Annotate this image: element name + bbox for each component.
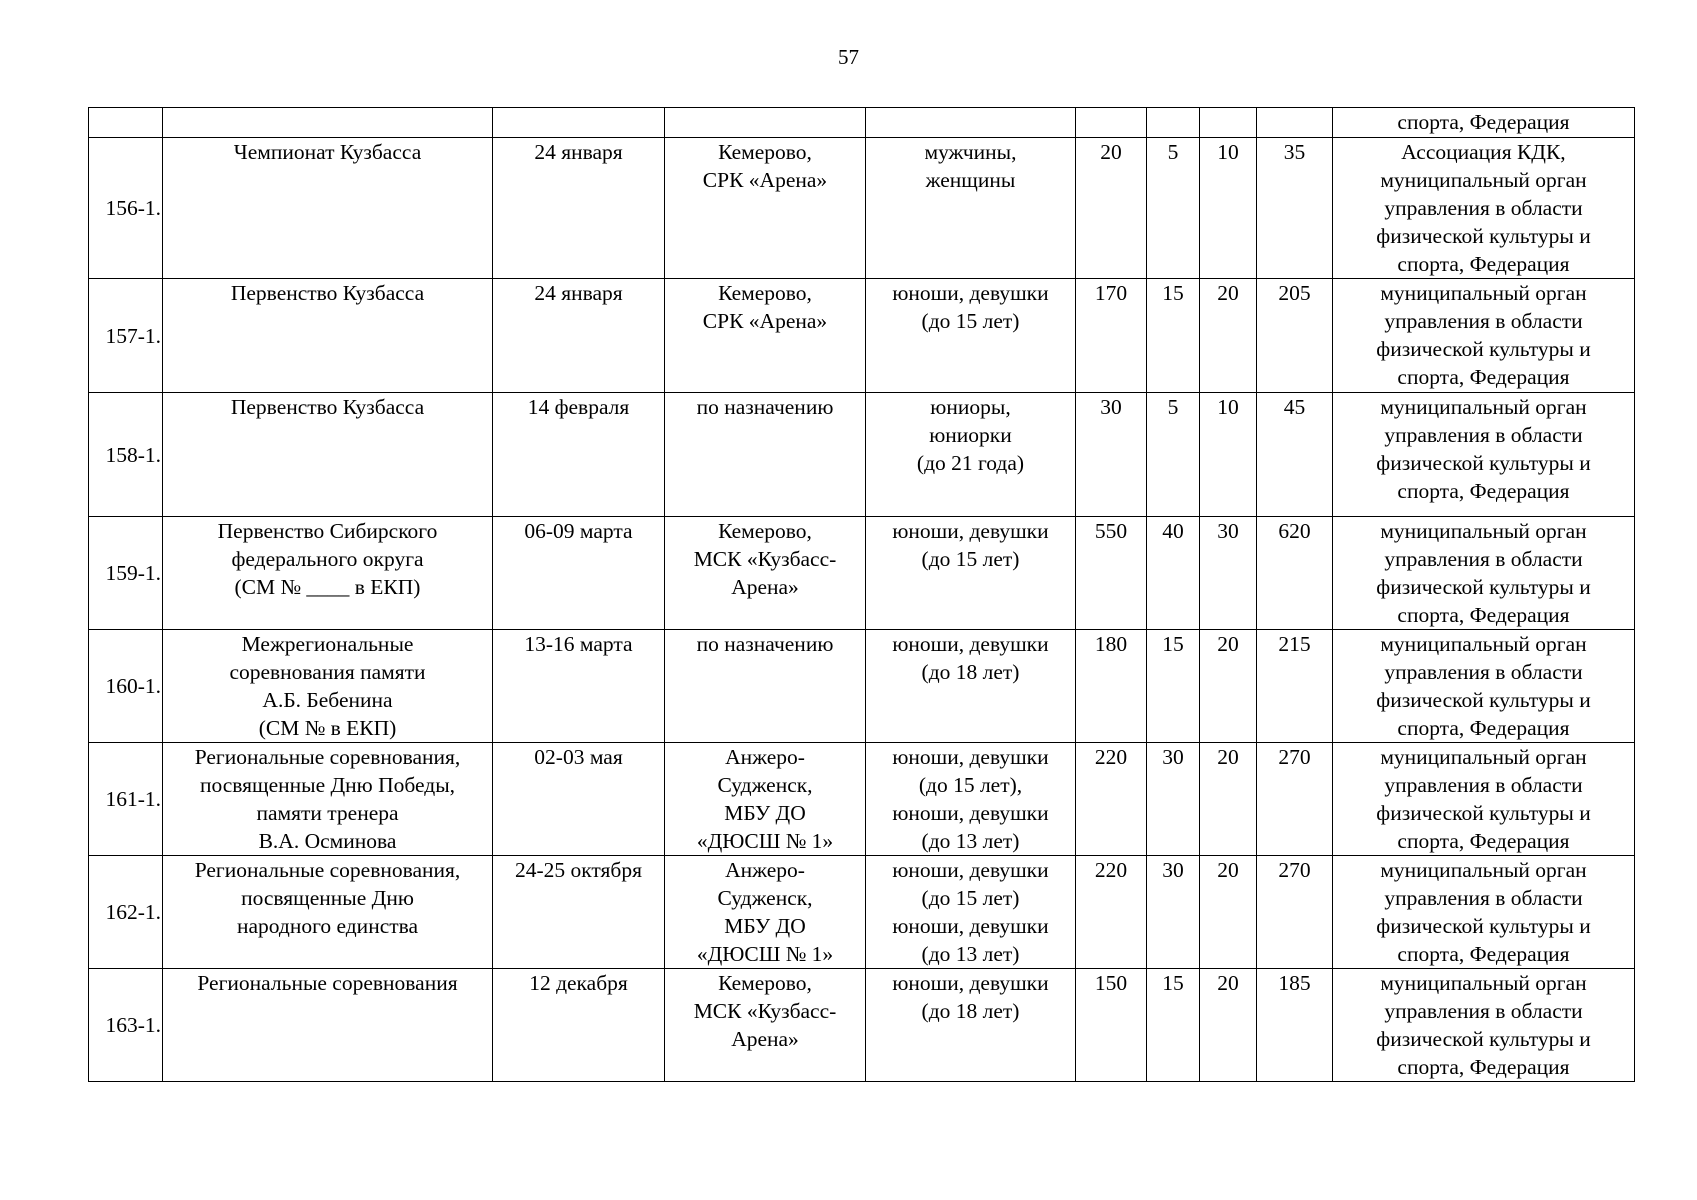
cell-number: 161-1.	[89, 743, 163, 856]
cell-total: 270	[1257, 743, 1333, 856]
cell-dates: 12 декабря	[493, 969, 665, 1082]
cell-place: по назначению	[665, 630, 866, 743]
cell-number: 157-1.	[89, 279, 163, 393]
cell-place: Кемерово, СРК «Арена»	[665, 138, 866, 279]
cell-event-name: Межрегиональные соревнования памяти А.Б. Бебенина (СМ № в ЕКП)	[163, 630, 493, 743]
cell-coaches: 15	[1147, 279, 1200, 393]
cell-dates: 02-03 мая	[493, 743, 665, 856]
cell-dates: 13-16 марта	[493, 630, 665, 743]
cell-organizer: спорта, Федерация	[1333, 108, 1635, 138]
cell-empty	[665, 108, 866, 138]
cell-athletes: 180	[1076, 630, 1147, 743]
cell-participants: юноши, девушки (до 15 лет)	[866, 517, 1076, 630]
cell-coaches: 5	[1147, 138, 1200, 279]
table-row	[89, 743, 1635, 856]
cell-judges: 10	[1200, 393, 1257, 517]
cell-empty	[866, 108, 1076, 138]
cell-event-name: Первенство Кузбасса	[163, 393, 493, 517]
cell-empty	[1257, 108, 1333, 138]
cell-participants: юноши, девушки (до 15 лет)	[866, 279, 1076, 393]
cell-participants: мужчины, женщины	[866, 138, 1076, 279]
cell-organizer: муниципальный орган управления в области физической культуры и спорта, Федерация	[1333, 279, 1635, 393]
cell-event-name: Региональные соревнования	[163, 969, 493, 1082]
cell-empty	[89, 108, 163, 138]
cell-coaches: 15	[1147, 969, 1200, 1082]
cell-place: Кемерово, СРК «Арена»	[665, 279, 866, 393]
cell-coaches: 40	[1147, 517, 1200, 630]
cell-athletes: 550	[1076, 517, 1147, 630]
cell-coaches: 5	[1147, 393, 1200, 517]
cell-dates: 24-25 октября	[493, 856, 665, 969]
page-number: 57	[838, 45, 859, 69]
cell-organizer: муниципальный орган управления в области физической культуры и спорта, Федерация	[1333, 743, 1635, 856]
cell-place: Анжеро- Судженск, МБУ ДО «ДЮСШ № 1»	[665, 743, 866, 856]
cell-dates: 06-09 марта	[493, 517, 665, 630]
cell-athletes: 30	[1076, 393, 1147, 517]
cell-number: 163-1.	[89, 969, 163, 1082]
cell-total: 35	[1257, 138, 1333, 279]
cell-total: 620	[1257, 517, 1333, 630]
table-row-continuation	[89, 108, 1635, 138]
cell-number: 162-1.	[89, 856, 163, 969]
cell-participants: юноши, девушки (до 18 лет)	[866, 630, 1076, 743]
cell-organizer: Ассоциация КДК, муниципальный орган управления в области физической культуры и спорта, Федерация	[1333, 138, 1635, 279]
cell-empty	[1076, 108, 1147, 138]
cell-participants: юноши, девушки (до 15 лет), юноши, девушки (до 13 лет)	[866, 743, 1076, 856]
cell-total: 205	[1257, 279, 1333, 393]
cell-coaches: 30	[1147, 743, 1200, 856]
cell-total: 215	[1257, 630, 1333, 743]
cell-number: 156-1.	[89, 138, 163, 279]
cell-event-name: Чемпионат Кузбасса	[163, 138, 493, 279]
cell-athletes: 150	[1076, 969, 1147, 1082]
table-row	[89, 856, 1635, 969]
cell-participants: юниоры, юниорки (до 21 года)	[866, 393, 1076, 517]
cell-event-name: Региональные соревнования, посвященные Дню народного единства	[163, 856, 493, 969]
cell-judges: 20	[1200, 969, 1257, 1082]
cell-total: 45	[1257, 393, 1333, 517]
cell-participants: юноши, девушки (до 18 лет)	[866, 969, 1076, 1082]
table-row	[89, 969, 1635, 1082]
events-table	[88, 107, 1635, 1082]
cell-athletes: 220	[1076, 743, 1147, 856]
cell-judges: 20	[1200, 279, 1257, 393]
cell-athletes: 220	[1076, 856, 1147, 969]
cell-place: по назначению	[665, 393, 866, 517]
cell-event-name: Первенство Сибирского федерального округа (СМ № ____ в ЕКП)	[163, 517, 493, 630]
cell-organizer: муниципальный орган управления в области физической культуры и спорта, Федерация	[1333, 517, 1635, 630]
cell-number: 158-1.	[89, 393, 163, 517]
cell-number: 160-1.	[89, 630, 163, 743]
cell-event-name: Региональные соревнования, посвященные Дню Победы, памяти тренера В.А. Осминова	[163, 743, 493, 856]
cell-athletes: 20	[1076, 138, 1147, 279]
cell-coaches: 15	[1147, 630, 1200, 743]
cell-judges: 20	[1200, 630, 1257, 743]
cell-event-name: Первенство Кузбасса	[163, 279, 493, 393]
cell-athletes: 170	[1076, 279, 1147, 393]
cell-judges: 20	[1200, 743, 1257, 856]
cell-place: Кемерово, МСК «Кузбасс- Арена»	[665, 969, 866, 1082]
cell-judges: 10	[1200, 138, 1257, 279]
table-row	[89, 393, 1635, 517]
cell-dates: 24 января	[493, 138, 665, 279]
table-row	[89, 517, 1635, 630]
cell-place: Кемерово, МСК «Кузбасс- Арена»	[665, 517, 866, 630]
cell-place: Анжеро- Судженск, МБУ ДО «ДЮСШ № 1»	[665, 856, 866, 969]
cell-number: 159-1.	[89, 517, 163, 630]
cell-empty	[163, 108, 493, 138]
cell-organizer: муниципальный орган управления в области физической культуры и спорта, Федерация	[1333, 393, 1635, 517]
cell-organizer: муниципальный орган управления в области физической культуры и спорта, Федерация	[1333, 856, 1635, 969]
cell-judges: 20	[1200, 856, 1257, 969]
cell-empty	[493, 108, 665, 138]
cell-judges: 30	[1200, 517, 1257, 630]
table-row	[89, 138, 1635, 279]
cell-empty	[1147, 108, 1200, 138]
cell-organizer: муниципальный орган управления в области физической культуры и спорта, Федерация	[1333, 630, 1635, 743]
cell-coaches: 30	[1147, 856, 1200, 969]
cell-total: 185	[1257, 969, 1333, 1082]
cell-organizer: муниципальный орган управления в области физической культуры и спорта, Федерация	[1333, 969, 1635, 1082]
cell-dates: 14 февраля	[493, 393, 665, 517]
cell-participants: юноши, девушки (до 15 лет) юноши, девушки (до 13 лет)	[866, 856, 1076, 969]
table-row	[89, 630, 1635, 743]
cell-empty	[1200, 108, 1257, 138]
cell-dates: 24 января	[493, 279, 665, 393]
cell-total: 270	[1257, 856, 1333, 969]
table-row	[89, 279, 1635, 393]
